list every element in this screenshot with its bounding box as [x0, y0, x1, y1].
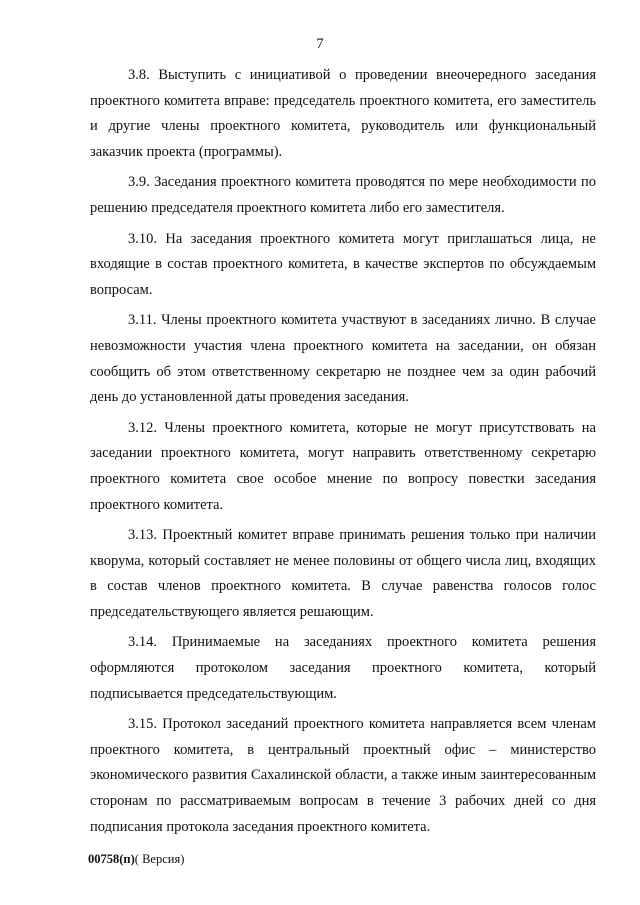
paragraph-3-9: 3.9. Заседания проектного комитета проводятся по мере необходимости по решению председателя проектного комитета либо его заместителя.	[90, 174, 596, 216]
paragraph-3-11: 3.11. Члены проектного комитета участвуют в заседаниях лично. В случае невозможности участия члена проектного комитета на заседании, он обязан сообщить об этом ответственному секретарю не позднее чем за один рабочий день до установленной даты проведения заседания.	[90, 312, 596, 406]
page-number: 7	[316, 36, 324, 52]
paragraph-3-12: 3.12. Члены проектного комитета, которые не могут присутствовать на заседании проектного комитета, могут направить ответственному секретарю проектного комитета свое особое мнение по вопросу повестки заседания проектного комитета.	[90, 419, 596, 513]
paragraph-3-14: 3.14. Принимаемые на заседаниях проектного комитета решения оформляются протоколом заседания проектного комитета, который подписывается председательствующим.	[90, 634, 596, 702]
paragraph-3-15: 3.15. Протокол заседаний проектного комитета направляется всем членам проектного комитета, в центральный проектный офис – министерство экономического развития Сахалинской области, а также иным заинтересованным сторонам по рассматриваемым вопросам в течение 3 рабочих дней со дня подписания протокола заседания проектного комитета.	[90, 716, 596, 835]
paragraph-3-13: 3.13. Проектный комитет вправе принимать решения только при наличии кворума, который составляет не менее половины от общего числа лиц, входящих в состав членов проектного комитета. В случае равенства голосов голос председательствующего является решающим.	[90, 527, 596, 620]
document-code: 00758(п)	[88, 852, 135, 866]
document-version: ( Версия)	[134, 852, 185, 866]
paragraph-3-10: 3.10. На заседания проектного комитета могут приглашаться лица, не входящие в состав проектного комитета, в качестве экспертов по обсуждаемым вопросам.	[90, 230, 596, 298]
paragraph-3-8: 3.8. Выступить с инициативой о проведении внеочередного заседания проектного комитета вправе: председатель проектного комитета, его заместитель и другие члены проектного комитета, руководитель или функциональный заказчик проекта (программы).	[90, 67, 596, 160]
document-footer	[88, 852, 184, 867]
document-body	[90, 63, 596, 845]
